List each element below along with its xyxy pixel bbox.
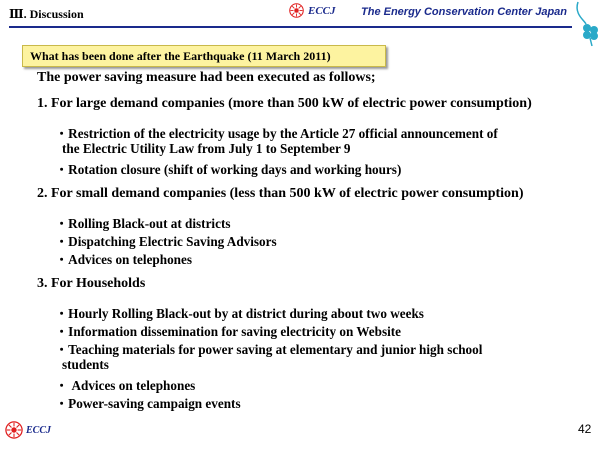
bullet-item: ・Hourly Rolling Black-out by at district during about two weeks xyxy=(55,306,424,321)
section-title: Ⅲ. Discussion xyxy=(9,7,84,21)
eccj-sun-icon xyxy=(289,3,304,18)
eccj-logo-top xyxy=(289,3,336,18)
section-heading: 1. For large demand companies (more than 500 kW of electric power consumption) xyxy=(37,96,532,111)
section-heading: 3. For Households xyxy=(37,276,146,291)
bullet-item: ・Information dissemination for saving electricity on Website xyxy=(55,324,402,339)
eccj-logo-bottom xyxy=(5,421,51,439)
bullet-item: ・ Advices on telephones xyxy=(55,378,196,393)
bullet-item: ・Advices on telephones xyxy=(55,252,193,267)
bullet-item: ・Restriction of the electricity usage by the Article 27 official announcement of xyxy=(55,126,498,141)
highlight-title: What has been done after the Earthquake (11 March 2011) xyxy=(30,49,331,63)
highlight-box xyxy=(22,45,386,67)
organization-name: The Energy Conservation Center Japan xyxy=(361,6,567,18)
bullet-item: ・Dispatching Electric Saving Advisors xyxy=(55,234,277,249)
page-number: 42 xyxy=(578,422,592,436)
section-heading: 2. For small demand companies (less than 500 kW of electric power consumption) xyxy=(37,186,524,201)
header-divider xyxy=(9,26,572,28)
intro-text: The power saving measure had been executed as follows; xyxy=(37,70,376,85)
bullet-item-continuation: the Electric Utility Law from July 1 to September 9 xyxy=(62,141,351,156)
bullet-item: ・Teaching materials for power saving at elementary and junior high school xyxy=(55,342,483,357)
bullet-item: ・Rotation closure (shift of working days and working hours) xyxy=(55,162,402,177)
clover-icon xyxy=(568,0,600,50)
bullet-item: ・Rolling Black-out at districts xyxy=(55,216,231,231)
eccj-sun-icon xyxy=(5,421,23,439)
logo-text-bottom: ECCJ xyxy=(26,424,52,436)
bullet-item-continuation: students xyxy=(62,357,109,372)
logo-text-top: ECCJ xyxy=(308,4,336,17)
bullet-item: ・Power-saving campaign events xyxy=(55,396,241,411)
